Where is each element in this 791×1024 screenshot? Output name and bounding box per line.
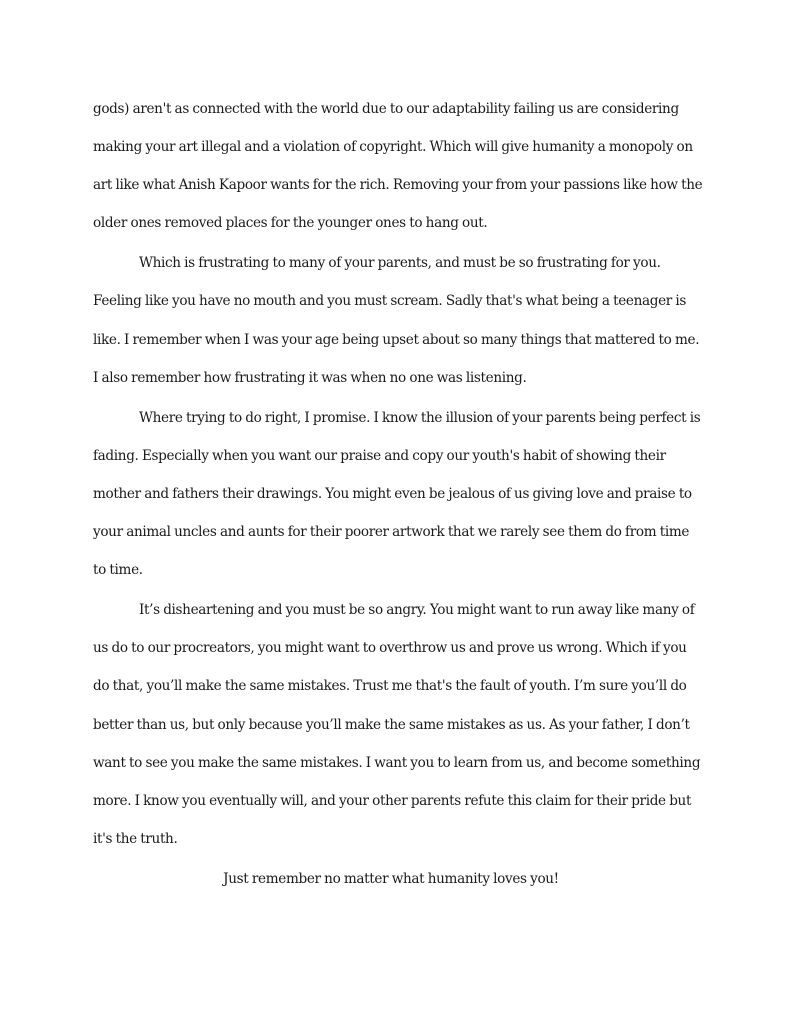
paragraph-continuation: gods) aren't as connected with the world due to our adaptability failing us are considering making your art illegal and a violation of copyright. Which will give humanity a monopoly on art like what Anish Kapoor wants for the rich. Removing your from your passions like how the older ones removed places for the younger ones to hang out. [93,101,703,232]
paragraph-promise: Where trying to do right, I promise. I know the illusion of your parents being perfect is fading. Especially when you want our praise and copy our youth's habit of showing their mother and fathers their drawings. You might even be jealous of us giving love and praise to your animal uncles and aunts for their poorer artwork that we rarely see them do from time to time. [93,409,701,579]
document-body [93,90,703,898]
paragraph-disheartening: It’s disheartening and you must be so angry. You might want to run away like many of us do to our procreators, you might want to overthrow us and prove us wrong. Which if you do that, you’ll make the same mistakes. Trust me that's the fault of youth. I’m sure you’ll do better than us, but only because you’ll make the same mistakes as us. As your father, I don’t want to see you make the same mistakes. I want you to learn from us, and become something more. I know you eventually will, and your other parents refute this claim for their pride but it's the truth. [93,602,701,847]
paragraph-frustration: Which is frustrating to many of your parents, and must be so frustrating for you. Feeling like you have no mouth and you must scream. Sadly that's what being a teenager is like. I remember when I was your age being upset about so many things that mattered to me. I also remember how frustrating it was when no one was listening. [93,255,700,386]
closing-line: Just remember no matter what humanity loves you! [223,870,559,887]
